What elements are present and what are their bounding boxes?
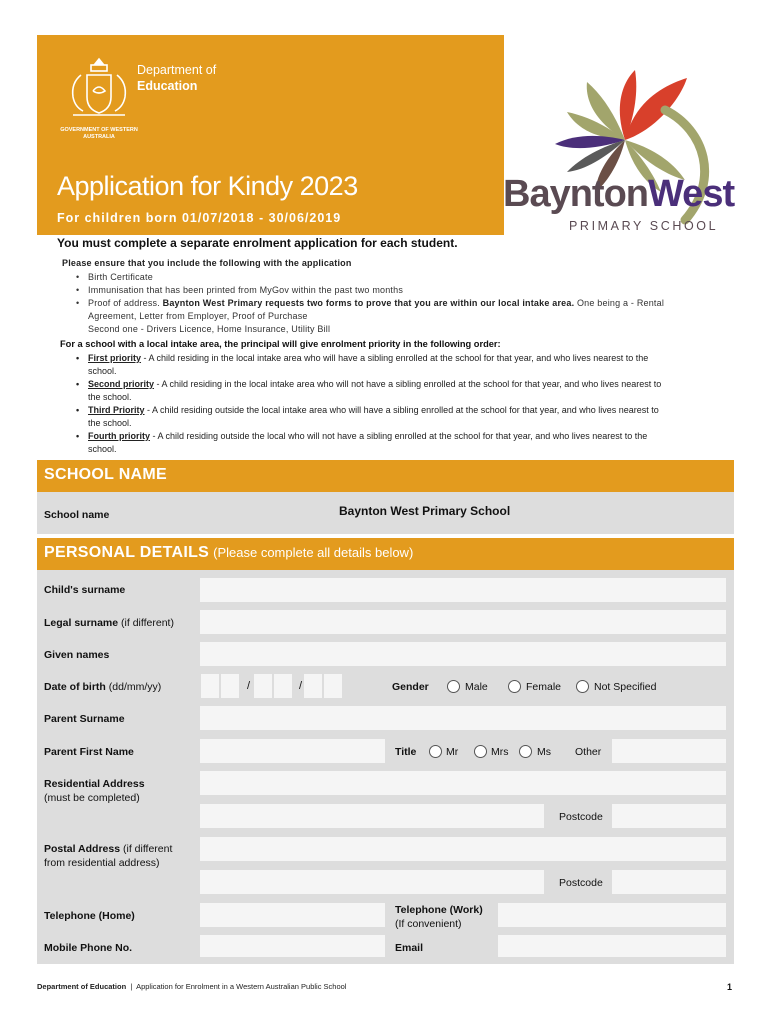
residential-postcode-field[interactable]: [612, 804, 726, 828]
school-logo-subtitle: PRIMARY SCHOOL: [569, 219, 719, 233]
mobile-phone-label: Mobile Phone No.: [44, 942, 133, 954]
intro-text: You must complete a separate enrolment application for each student.: [57, 236, 458, 250]
title-ms-radio[interactable]: [519, 745, 532, 758]
school-name-value: Baynton West Primary School: [339, 504, 511, 518]
title-ms-label: Ms: [537, 746, 551, 758]
postal-address-line2-field[interactable]: [200, 870, 544, 894]
residential-address-label: Residential Address: [44, 778, 145, 790]
residential-address-note: (must be completed): [44, 792, 140, 804]
telephone-work-label: Telephone (Work): [395, 904, 483, 916]
list-item: • Immunisation that has been printed from MyGov within the past two months: [76, 284, 666, 297]
title-other-field[interactable]: [612, 739, 726, 763]
list-item: • Proof of address. Baynton West Primary requests two forms to prove that you are within our local intake area. One being a - Rental Agreement, Letter from Employer, Proof of Purchase Second one - Drivers Licence, Home Insurance, Utility Bill: [76, 297, 666, 336]
childs-surname-label: Child's surname: [44, 584, 126, 596]
postal-postcode-field[interactable]: [612, 870, 726, 894]
mobile-phone-field[interactable]: [200, 935, 385, 957]
dob-month-1-field[interactable]: [254, 674, 272, 698]
residential-address-line2-field[interactable]: [200, 804, 544, 828]
header-banner: [37, 35, 504, 235]
gender-male-radio[interactable]: [447, 680, 460, 693]
dob-year-2-field[interactable]: [324, 674, 342, 698]
residential-postcode-label: Postcode: [559, 811, 603, 823]
school-name-section: [37, 492, 734, 534]
footer: Department of Education | Application for Enrolment in a Western Australian Public School: [37, 982, 347, 991]
list-item: • First priority - A child residing in the local intake area who will have a sibling enrolled at the school for that year, and who lives nearest to the school.: [76, 352, 666, 378]
school-name-section-header: SCHOOL NAME: [37, 460, 734, 492]
gender-not-specified-radio[interactable]: [576, 680, 589, 693]
school-logo-name: BayntonWest: [503, 173, 735, 215]
telephone-home-label: Telephone (Home): [44, 910, 135, 922]
priority-heading: For a school with a local intake area, the principal will give enrolment priority in the following order:: [60, 339, 501, 349]
gender-female-label: Female: [526, 681, 562, 693]
dob-separator: /: [299, 680, 303, 692]
gender-not-specified-label: Not Specified: [594, 681, 657, 693]
gender-male-label: Male: [465, 681, 488, 693]
residential-address-line1-field[interactable]: [200, 771, 726, 795]
given-names-field[interactable]: [200, 642, 726, 666]
title-mr-label: Mr: [446, 746, 459, 758]
list-item: • Birth Certificate: [76, 271, 666, 284]
dob-day-1-field[interactable]: [201, 674, 219, 698]
dob-month-2-field[interactable]: [274, 674, 292, 698]
telephone-home-field[interactable]: [200, 903, 385, 927]
title-mrs-label: Mrs: [491, 746, 509, 758]
given-names-label: Given names: [44, 649, 110, 661]
dob-year-1-field[interactable]: [304, 674, 322, 698]
parent-surname-field[interactable]: [200, 706, 726, 730]
page-title: Application for Kindy 2023: [57, 171, 358, 201]
requirements-heading: Please ensure that you include the following with the application: [62, 258, 352, 268]
legal-surname-field[interactable]: [200, 610, 726, 634]
dob-day-2-field[interactable]: [221, 674, 239, 698]
page-subtitle: For children born 01/07/2018 - 30/06/2019: [57, 211, 342, 225]
email-field[interactable]: [498, 935, 726, 957]
dob-label: Date of birth (dd/mm/yy): [44, 681, 162, 693]
postal-address-note: from residential address): [44, 857, 160, 869]
list-item: • Third Priority - A child residing outside the local intake area who will have a sibling enrolled at the school for that year, and who lives nearest to the school.: [76, 404, 666, 430]
school-name-label: School name: [44, 509, 110, 521]
dob-separator: /: [247, 680, 251, 692]
telephone-work-note: (If convenient): [395, 918, 462, 930]
telephone-work-field[interactable]: [498, 903, 726, 927]
postal-address-label: Postal Address (if different: [44, 843, 173, 855]
priority-list: [76, 352, 666, 456]
list-item: • Second priority - A child residing in the local intake area who will not have a sibling enrolled at the school for that year, and who lives nearest to the school.: [76, 378, 666, 404]
title-mrs-radio[interactable]: [474, 745, 487, 758]
title-mr-radio[interactable]: [429, 745, 442, 758]
list-item: • Fourth priority - A child residing outside the local who will not have a sibling enrolled at the school for that year, and who lives nearest to the school.: [76, 430, 666, 456]
gender-female-radio[interactable]: [508, 680, 521, 693]
personal-details-section-header: PERSONAL DETAILS (Please complete all details below): [37, 538, 734, 570]
department-name: Department of Education: [137, 63, 217, 93]
gender-label: Gender: [392, 681, 429, 693]
parent-surname-label: Parent Surname: [44, 713, 125, 725]
postal-address-line1-field[interactable]: [200, 837, 726, 861]
childs-surname-field[interactable]: [200, 578, 726, 602]
title-label: Title: [395, 746, 417, 758]
government-label: GOVERNMENT OF WESTERN AUSTRALIA: [60, 127, 138, 140]
personal-details-section: [37, 570, 734, 964]
postal-postcode-label: Postcode: [559, 877, 603, 889]
title-other-label: Other: [575, 746, 602, 758]
requirements-list: [76, 271, 666, 336]
email-label: Email: [395, 942, 424, 954]
page-number: 1: [727, 982, 733, 992]
legal-surname-label: Legal surname (if different): [44, 617, 174, 629]
parent-first-name-label: Parent First Name: [44, 746, 134, 758]
parent-first-name-field[interactable]: [200, 739, 385, 763]
wa-crest-icon: [59, 53, 139, 145]
